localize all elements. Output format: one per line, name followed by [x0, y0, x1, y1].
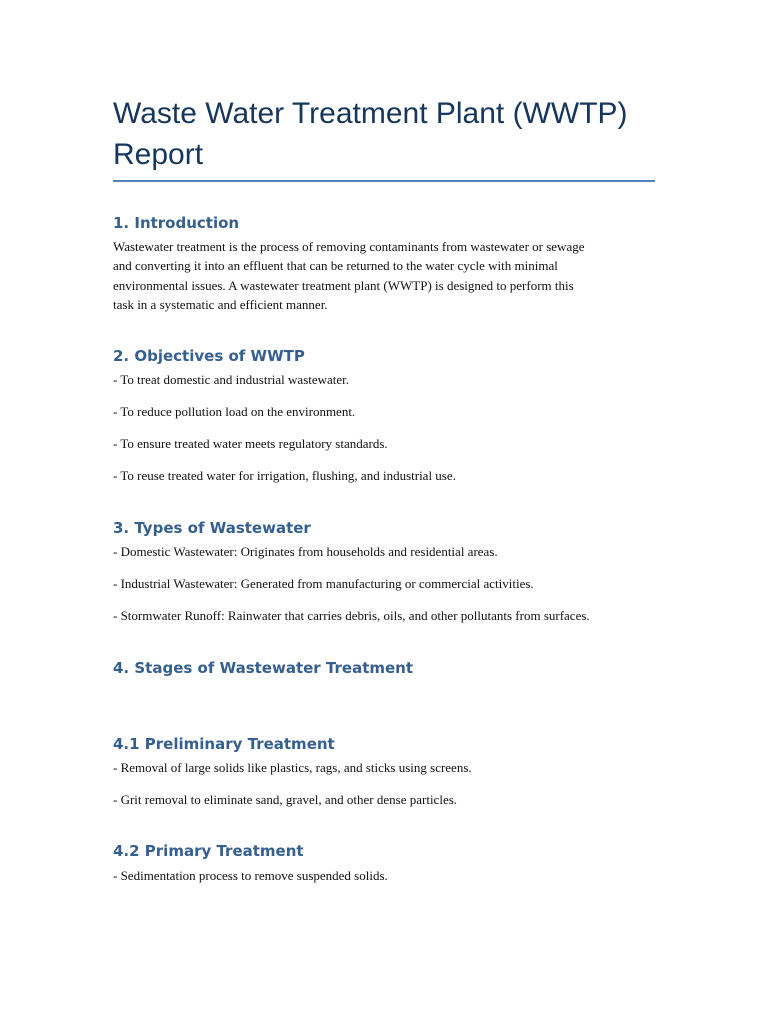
heading-types-of-wastewater: 3. Types of Wastewater [113, 519, 311, 537]
intro-line: task in a systematic and efficient manner. [113, 297, 328, 312]
intro-line: environmental issues. A wastewater treatment plant (WWTP) is designed to perform this [113, 278, 574, 293]
wastewater-type-item: - Industrial Wastewater: Generated from manufacturing or commercial activities. [113, 576, 534, 591]
wastewater-type-item: - Stormwater Runoff: Rainwater that carries debris, oils, and other pollutants from surfaces. [113, 608, 590, 623]
title-underline [113, 180, 655, 182]
primary-item: - Sedimentation process to remove suspended solids. [113, 868, 388, 883]
title-line-1: Waste Water Treatment Plant (WWTP) [113, 97, 628, 130]
objective-item: - To treat domestic and industrial wastewater. [113, 372, 350, 387]
title-line-2: Report [113, 138, 204, 171]
objective-item: - To ensure treated water meets regulatory standards. [113, 436, 388, 451]
heading-introduction: 1. Introduction [113, 214, 240, 232]
heading-stages: 4. Stages of Wastewater Treatment [113, 659, 414, 677]
document-title [113, 93, 673, 175]
objective-item: - To reduce pollution load on the environment. [113, 404, 356, 419]
intro-line: and converting it into an effluent that can be returned to the water cycle with minimal [113, 258, 558, 273]
wastewater-type-item: - Domestic Wastewater: Originates from households and residential areas. [113, 544, 498, 559]
intro-line: Wastewater treatment is the process of removing contaminants from wastewater or sewage [113, 239, 585, 254]
heading-primary-treatment: 4.2 Primary Treatment [113, 842, 304, 860]
heading-preliminary-treatment: 4.1 Preliminary Treatment [113, 735, 335, 753]
preliminary-item: - Grit removal to eliminate sand, gravel, and other dense particles. [113, 792, 458, 807]
preliminary-item: - Removal of large solids like plastics, rags, and sticks using screens. [113, 760, 472, 775]
heading-objectives: 2. Objectives of WWTP [113, 347, 305, 365]
objective-item: - To reuse treated water for irrigation, flushing, and industrial use. [113, 468, 456, 483]
